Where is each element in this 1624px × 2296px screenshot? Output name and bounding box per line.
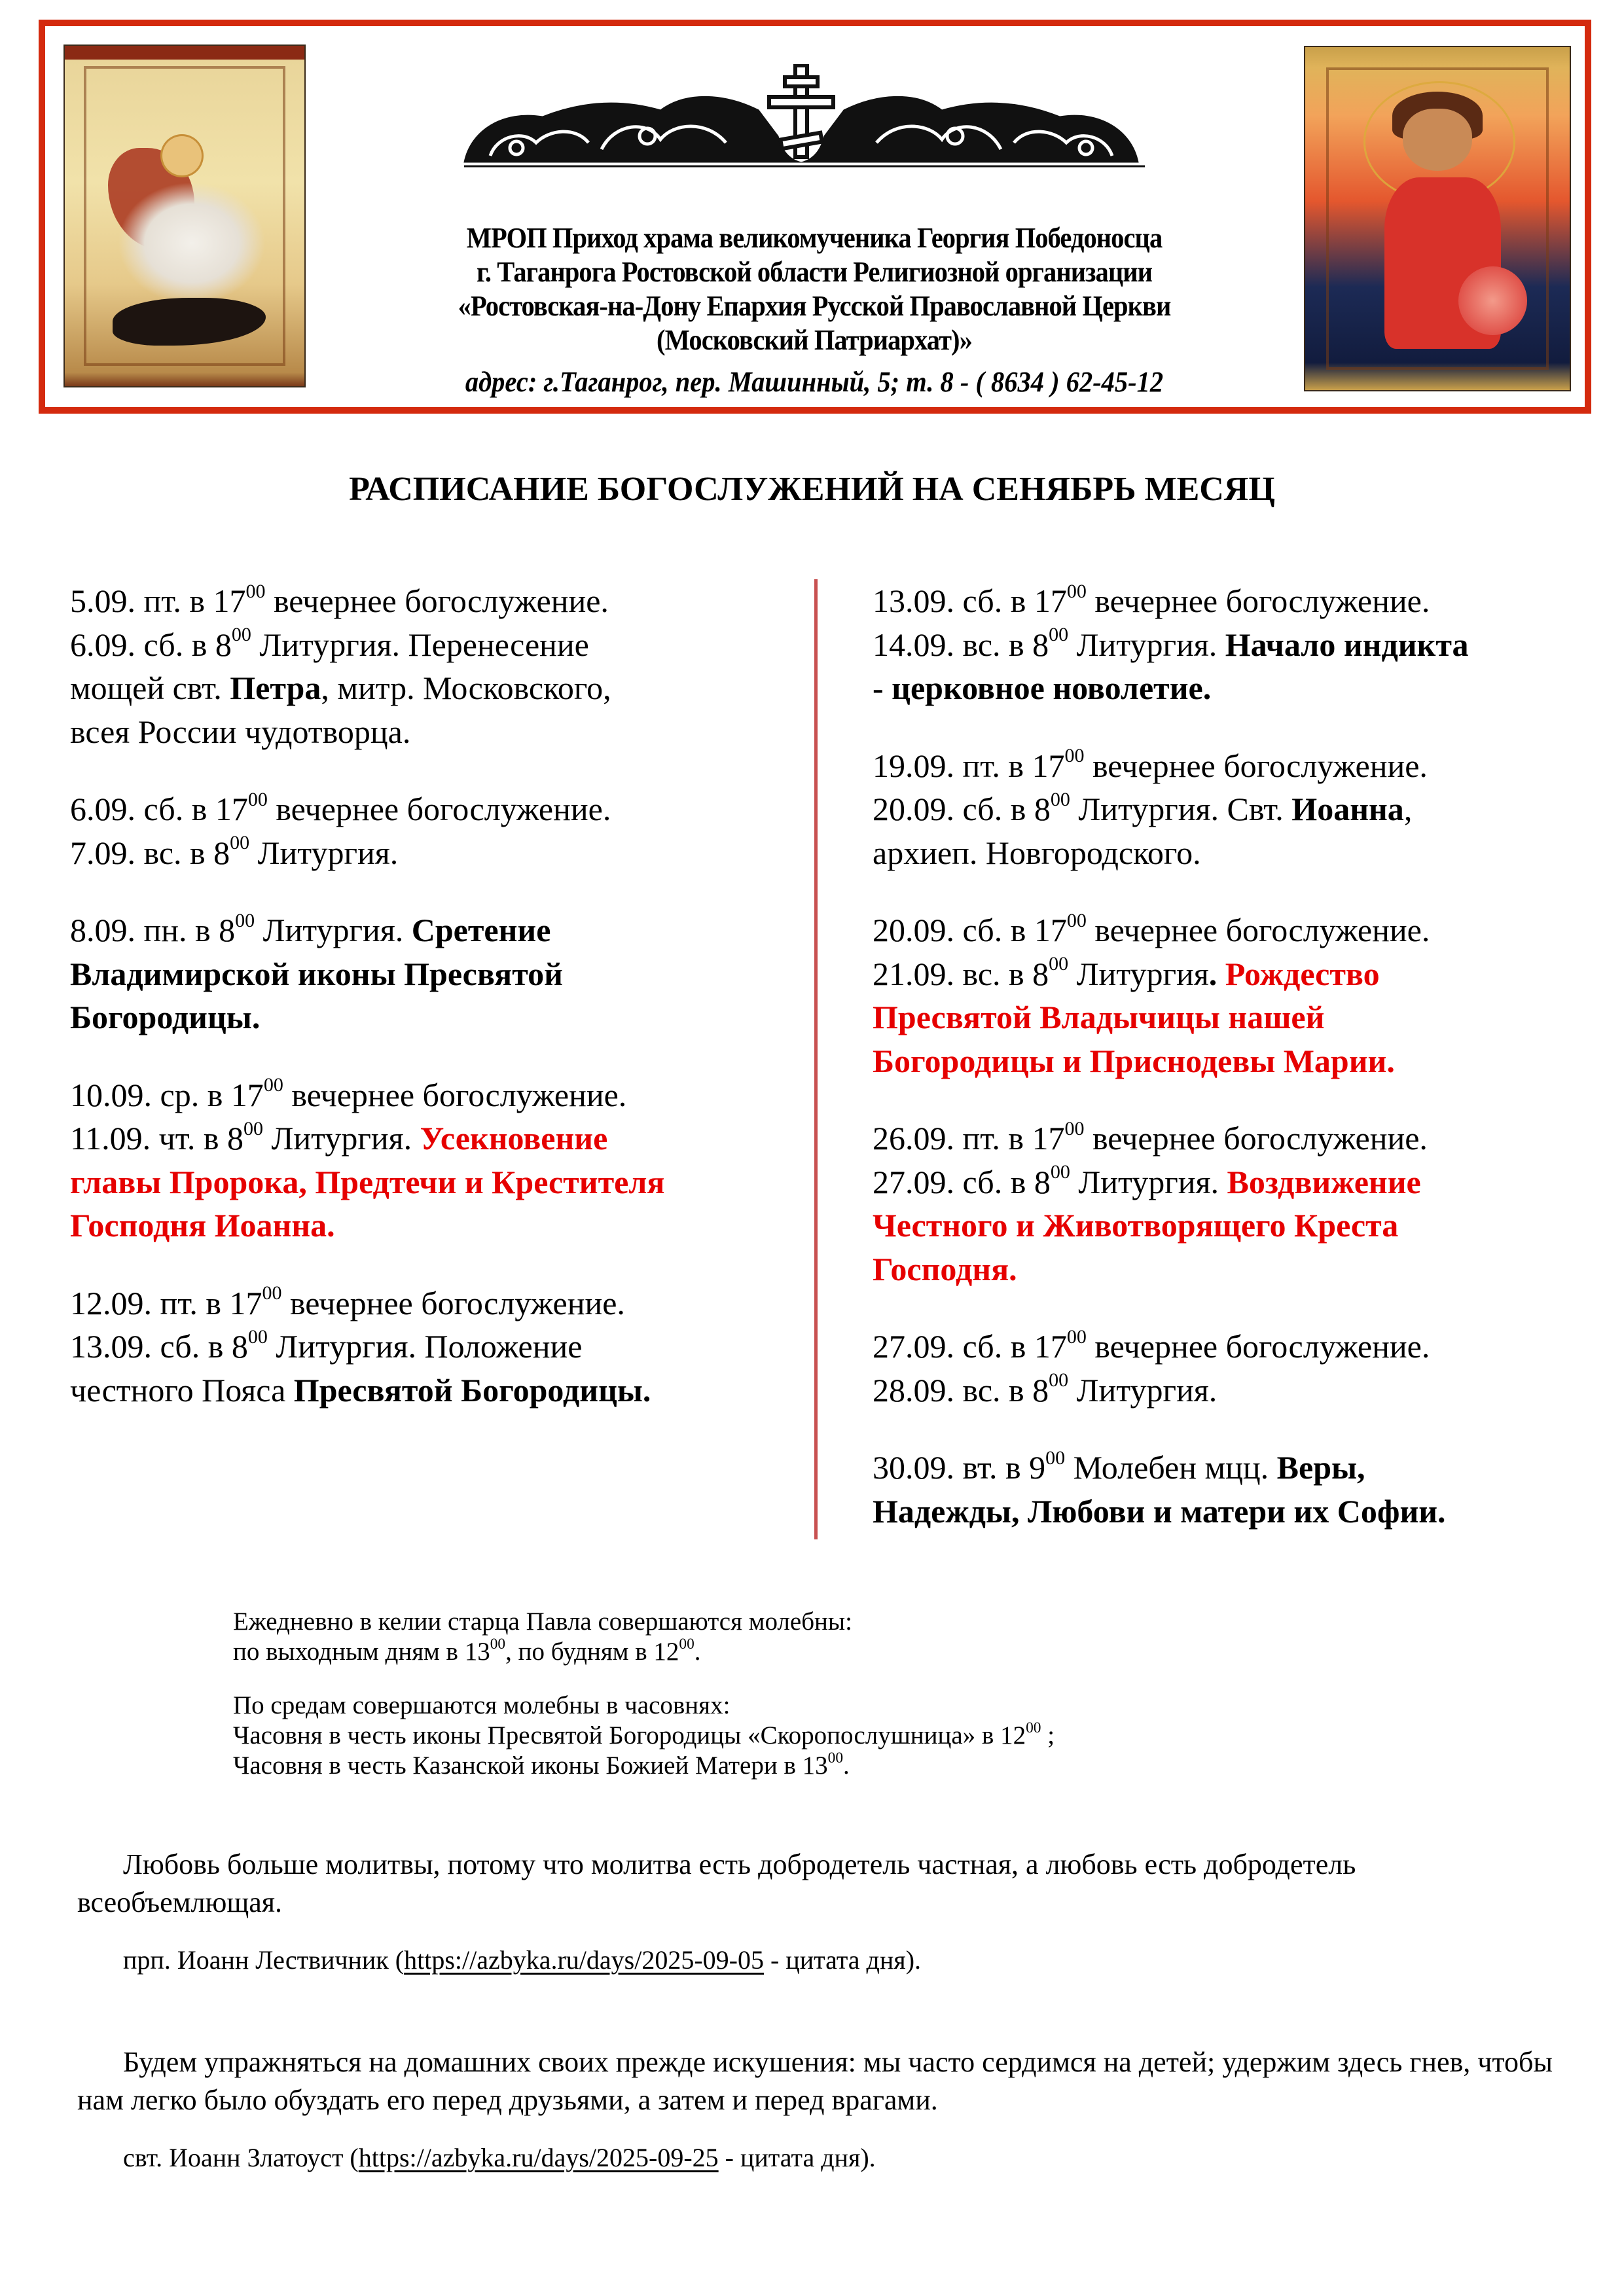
- text-line: [70, 787, 810, 831]
- text: Литургия. Положение: [267, 1328, 583, 1365]
- text: по выходным дням в 13: [233, 1638, 490, 1666]
- time-minutes: 00: [490, 1635, 506, 1653]
- feast-name: Рождество: [1225, 955, 1380, 992]
- text-line: [70, 1282, 810, 1325]
- text: 12.09. пт. в 17: [70, 1284, 262, 1321]
- text-line: [70, 908, 810, 952]
- feast-name: Господня.: [873, 1250, 1017, 1287]
- text-line: [873, 1160, 1606, 1204]
- org-line: МРОП Приход храма великомученика Георгия Победоносца: [466, 222, 1163, 254]
- text: ;: [1041, 1721, 1055, 1749]
- parish-name: [372, 221, 1257, 357]
- text: 5.09. пт. в 17: [70, 583, 246, 619]
- schedule-entry: [70, 579, 810, 753]
- text: 6.09. сб. в 8: [70, 626, 232, 663]
- time-minutes: 00: [679, 1635, 695, 1653]
- text-line: [233, 1691, 1055, 1721]
- time-minutes: 00: [247, 788, 268, 810]
- time-minutes: 00: [1066, 580, 1087, 602]
- bold-text: Пресвятой Богородицы.: [293, 1371, 651, 1408]
- text: По средам совершаются молебны в часовнях:: [233, 1691, 731, 1719]
- schedule-entry: [873, 579, 1606, 710]
- schedule-column-left: [70, 579, 810, 1446]
- text: ,: [1403, 791, 1413, 827]
- bold-text: Надежды, Любови и матери их Софии.: [873, 1492, 1446, 1530]
- bold-text: Веры,: [1276, 1449, 1365, 1486]
- text: 13.09. сб. в 17: [873, 583, 1067, 619]
- text: 21.09. вс. в 8: [873, 955, 1049, 992]
- text-line: [873, 1039, 1606, 1083]
- time-minutes: 00: [262, 1282, 282, 1304]
- bold-text: Петра: [230, 670, 321, 706]
- text: Литургия.: [1070, 1163, 1227, 1200]
- schedule-entry: [70, 787, 810, 874]
- quote-text: Любовь больше молитвы, потому что молитва есть добродетель частная, а любовь есть добродетель всеобъемлющая.: [77, 1848, 1356, 1918]
- text-line: [233, 1607, 1055, 1637]
- archangel-michael-icon: [1305, 47, 1570, 390]
- time-minutes: 00: [230, 832, 250, 854]
- orthodox-cross-ornament-icon: [451, 64, 1151, 169]
- text-line: [873, 1369, 1606, 1412]
- text: 30.09. вт. в 9: [873, 1449, 1046, 1486]
- text: 11.09. чт. в 8: [70, 1120, 244, 1157]
- text: Часовня в честь иконы Пресвятой Богородицы «Скоропослушница» в 12: [233, 1721, 1026, 1749]
- text: 14.09. вс. в 8: [873, 626, 1049, 663]
- time-minutes: 00: [1066, 909, 1087, 931]
- text: 19.09. пт. в 17: [873, 747, 1065, 784]
- text: мощей свт.: [70, 670, 230, 706]
- text-line: [70, 996, 810, 1039]
- text: .: [843, 1751, 850, 1780]
- text: вечернее богослужение.: [1084, 1120, 1428, 1157]
- text: вечернее богослужение.: [267, 791, 611, 827]
- note-lines: [233, 1691, 1055, 1781]
- text-line: [70, 579, 810, 623]
- text-line: [233, 1751, 1055, 1781]
- time-minutes: 00: [263, 1074, 283, 1096]
- quote-author: свт. Иоанн Златоуст (: [123, 2143, 359, 2172]
- text: Литургия.: [263, 1120, 420, 1157]
- time-minutes: 00: [1049, 1369, 1069, 1391]
- text-line: [70, 1325, 810, 1369]
- text: Литургия.: [1068, 626, 1225, 663]
- quote-suffix: - цитата дня).: [764, 1945, 922, 1975]
- schedule-entry: [70, 908, 810, 1039]
- text-line: [873, 1490, 1606, 1534]
- text: Литургия. Свт.: [1070, 791, 1292, 827]
- quote-of-day: [77, 1846, 1557, 1979]
- org-line: г. Таганрога Ростовской области Религиозной организации: [476, 256, 1153, 288]
- daily-prayers-notes: [233, 1607, 1055, 1804]
- text: Часовня в честь Казанской иконы Божией Матери в 13: [233, 1751, 828, 1780]
- text-line: [873, 831, 1606, 875]
- text: Литургия: [1068, 955, 1209, 992]
- time-minutes: 00: [827, 1749, 844, 1767]
- text: , по будням в 12: [505, 1638, 679, 1666]
- schedule-entry: [873, 744, 1606, 875]
- text-line: [873, 787, 1606, 831]
- st-george-icon: [65, 46, 304, 386]
- text: 6.09. сб. в 17: [70, 791, 248, 827]
- note-paragraph: [233, 1691, 1055, 1781]
- text-line: [70, 1160, 810, 1204]
- time-minutes: 00: [231, 624, 251, 646]
- feast-name: главы Пророка, Предтечи и Крестителя: [70, 1163, 665, 1200]
- text: , митр. Московского,: [321, 670, 611, 706]
- icon-orb: [1458, 266, 1527, 335]
- text-line: [70, 710, 810, 754]
- text-line: [70, 1117, 810, 1160]
- column-divider: [814, 579, 818, 1539]
- note-paragraph: [233, 1607, 1055, 1667]
- text-line: [873, 1325, 1606, 1369]
- quote-source: [77, 2139, 1557, 2177]
- text: Литургия.: [1068, 1371, 1218, 1408]
- text: 13.09. сб. в 8: [70, 1328, 248, 1365]
- time-minutes: 00: [1066, 1325, 1087, 1348]
- text: [1217, 956, 1225, 992]
- text-line: [233, 1721, 1055, 1751]
- text-line: [873, 1446, 1606, 1490]
- text-line: [873, 1247, 1606, 1291]
- text-line: [873, 1204, 1606, 1247]
- quote-link[interactable]: https://azbyka.ru/days/2025-09-25: [358, 2143, 719, 2172]
- text: архиеп. Новгородского.: [873, 834, 1201, 871]
- time-minutes: 00: [235, 909, 255, 931]
- bold-text: Иоанна: [1291, 791, 1404, 827]
- text: вечернее богослужение.: [1084, 747, 1428, 784]
- quote-source: [77, 1941, 1557, 1979]
- time-minutes: 00: [1050, 1161, 1070, 1183]
- text: всея России чудотворца.: [70, 713, 411, 750]
- note-lines: [233, 1607, 1055, 1667]
- schedule-entry: [873, 1325, 1606, 1412]
- feast-name: Богородицы и Приснодевы Марии.: [873, 1042, 1395, 1079]
- feast-name: Усекновение: [420, 1120, 608, 1157]
- text-line: [233, 1637, 1055, 1667]
- feast-name: Пресвятой Владычицы нашей: [873, 999, 1325, 1035]
- bold-text: Владимирской иконы Пресвятой: [70, 955, 563, 992]
- time-minutes: 00: [1050, 788, 1070, 810]
- time-minutes: 00: [1064, 1117, 1085, 1139]
- time-minutes: 00: [245, 580, 266, 602]
- bold-text: Богородицы.: [70, 999, 261, 1035]
- bold-text: Начало индикта: [1225, 626, 1469, 663]
- feast-name: Воздвижение: [1227, 1163, 1421, 1200]
- bold-text: Сретение: [411, 912, 551, 948]
- text: 20.09. сб. в 17: [873, 912, 1067, 948]
- text: честного Пояса: [70, 1371, 294, 1408]
- text: 27.09. сб. в 8: [873, 1163, 1051, 1200]
- time-minutes: 00: [247, 1325, 268, 1348]
- icon-face: [1403, 109, 1471, 170]
- text: 7.09. вс. в 8: [70, 834, 230, 871]
- text: 10.09. ср. в 17: [70, 1076, 264, 1113]
- parish-header: [39, 20, 1591, 414]
- org-line: «Ростовская-на-Дону Епархия Русской Православной Церкви: [458, 290, 1171, 322]
- icon-horse: [118, 182, 266, 304]
- schedule-entry: [70, 1073, 810, 1247]
- quote-author: прп. Иоанн Лествичник (: [123, 1945, 405, 1975]
- text-line: [873, 908, 1606, 952]
- text: Литургия.: [255, 912, 412, 948]
- schedule-entry: [873, 1446, 1606, 1533]
- schedule-entry: [873, 1117, 1606, 1291]
- feast-name: Честного и Животворящего Креста: [873, 1207, 1399, 1244]
- parish-address: адрес: г.Таганрог, пер. Машинный, 5; т. 8 - ( 8634 ) 62-45-12: [465, 366, 1164, 398]
- time-minutes: 00: [1026, 1719, 1041, 1736]
- text-line: [70, 1204, 810, 1247]
- bold-text: .: [1208, 955, 1218, 992]
- text-line: [873, 952, 1606, 996]
- text-line: [873, 623, 1606, 667]
- text: Литургия. Перенесение: [251, 626, 589, 663]
- time-minutes: 00: [1064, 745, 1085, 767]
- text: вечернее богослужение.: [281, 1284, 625, 1321]
- text-line: [70, 1073, 810, 1117]
- quote-text: Будем упражняться на домашних своих прежде искушения: мы часто сердимся на детей; удержим здесь гнев, чтобы нам легко было обуздать его перед друзьями, а затем и перед врагами.: [77, 2046, 1553, 2116]
- text-line: [873, 1117, 1606, 1160]
- org-line: (Московский Патриархат)»: [657, 324, 972, 356]
- quote-link[interactable]: https://azbyka.ru/days/2025-09-05: [404, 1945, 764, 1975]
- time-minutes: 00: [1045, 1446, 1066, 1469]
- text-line: [70, 831, 810, 875]
- quote-of-day: [77, 2043, 1557, 2177]
- text: 8.09. пн. в 8: [70, 912, 236, 948]
- schedule-column-right: [873, 579, 1606, 1567]
- text-line: [70, 952, 810, 996]
- text: вечернее богослужение.: [1086, 1328, 1430, 1365]
- feast-name: Господня Иоанна.: [70, 1207, 335, 1244]
- text: Ежедневно в келии старца Павла совершаются молебны:: [233, 1607, 852, 1636]
- text-line: [873, 579, 1606, 623]
- text-line: [70, 623, 810, 667]
- quote-suffix: - цитата дня).: [718, 2143, 876, 2172]
- time-minutes: 00: [1049, 624, 1069, 646]
- text: Молебен мцц.: [1065, 1449, 1277, 1486]
- text-line: [873, 744, 1606, 788]
- text: .: [694, 1638, 701, 1666]
- text: 20.09. сб. в 8: [873, 791, 1051, 827]
- text: вечернее богослужение.: [1086, 912, 1430, 948]
- text-line: [70, 1369, 810, 1412]
- text-line: [873, 996, 1606, 1039]
- text: вечернее богослужение.: [283, 1076, 627, 1113]
- schedule-entry: [70, 1282, 810, 1412]
- text: 28.09. вс. в 8: [873, 1371, 1049, 1408]
- schedule-entry: [873, 908, 1606, 1083]
- text-line: [70, 666, 810, 710]
- text-line: [873, 666, 1606, 710]
- text: 27.09. сб. в 17: [873, 1328, 1067, 1365]
- time-minutes: 00: [244, 1117, 263, 1139]
- text: вечернее богослужение.: [265, 583, 609, 619]
- text: вечернее богослужение.: [1086, 583, 1430, 619]
- bold-text: - церковное новолетие.: [873, 670, 1212, 706]
- text: 26.09. пт. в 17: [873, 1120, 1065, 1157]
- page-title: РАСПИСАНИЕ БОГОСЛУЖЕНИЙ НА СЕНЯБРЬ МЕСЯЦ: [349, 471, 1275, 508]
- time-minutes: 00: [1049, 953, 1069, 975]
- text: Литургия.: [249, 834, 399, 871]
